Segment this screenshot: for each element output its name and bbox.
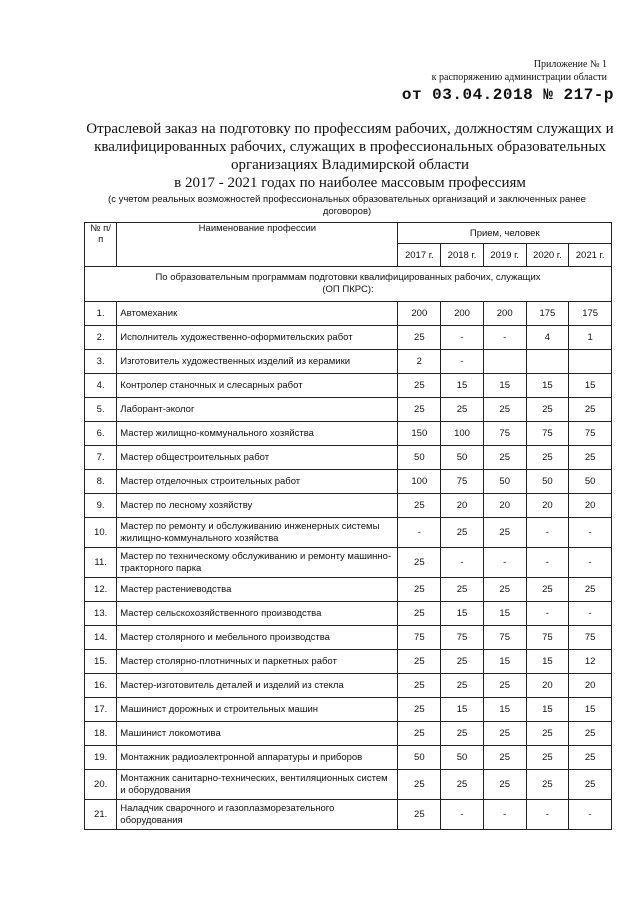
admission-value: 150	[398, 422, 441, 446]
table-row	[85, 422, 612, 446]
admission-value: 20	[526, 494, 569, 518]
admission-value: 25	[526, 770, 569, 800]
row-number: 7.	[85, 446, 117, 470]
admission-value: 25	[441, 722, 484, 746]
admission-value: -	[483, 326, 526, 350]
admission-value	[526, 350, 569, 374]
admission-value: 25	[441, 650, 484, 674]
column-header-year: 2021 г.	[569, 244, 612, 267]
admission-value: 25	[526, 746, 569, 770]
profession-name: Мастер отделочных строительных работ	[117, 470, 398, 494]
column-header-year: 2017 г.	[398, 244, 441, 267]
table-row	[85, 494, 612, 518]
admission-value	[569, 350, 612, 374]
column-header-profession: Наименование профессии	[117, 223, 398, 267]
admission-value: 25	[398, 722, 441, 746]
profession-name: Наладчик сварочного и газоплазморезательного оборудования	[117, 800, 398, 830]
admission-value: 25	[398, 698, 441, 722]
profession-name: Контролер станочных и слесарных работ	[117, 374, 398, 398]
admission-value: 25	[441, 578, 484, 602]
admission-value: 25	[398, 674, 441, 698]
title-line: квалифицированных рабочих, служащих в профессиональных образовательных	[94, 139, 606, 155]
table-row	[85, 518, 612, 548]
admission-value: -	[526, 602, 569, 626]
row-number: 21.	[85, 800, 117, 830]
admission-value: 50	[483, 470, 526, 494]
admission-value: 25	[483, 446, 526, 470]
table-row	[85, 446, 612, 470]
admission-value: 25	[526, 578, 569, 602]
profession-name: Мастер по техническому обслуживанию и ремонту машинно-тракторного парка	[117, 548, 398, 578]
admission-value: 25	[441, 674, 484, 698]
admission-value: 100	[398, 470, 441, 494]
admission-value: -	[569, 602, 612, 626]
table-row	[85, 398, 612, 422]
row-number: 3.	[85, 350, 117, 374]
admission-value: 25	[398, 770, 441, 800]
admission-value: 25	[398, 548, 441, 578]
admission-value: 200	[398, 302, 441, 326]
admission-value: 25	[526, 722, 569, 746]
row-number: 8.	[85, 470, 117, 494]
admission-value: 20	[526, 674, 569, 698]
table-row	[85, 800, 612, 830]
admission-value: 15	[526, 650, 569, 674]
profession-name: Мастер-изготовитель деталей и изделий из стекла	[117, 674, 398, 698]
profession-name: Исполнитель художественно-оформительских работ	[117, 326, 398, 350]
profession-name: Мастер по лесному хозяйству	[117, 494, 398, 518]
title-line: организациях Владимирской области	[230, 157, 470, 173]
admission-value: 75	[526, 422, 569, 446]
title-line: в 2017 - 2021 годах по наиболее массовым профессиям	[174, 175, 526, 191]
admission-value: 175	[526, 302, 569, 326]
section-header	[85, 267, 612, 302]
admission-value: 50	[441, 746, 484, 770]
admission-value: 75	[483, 422, 526, 446]
admission-value: 15	[569, 698, 612, 722]
title-line: Отраслевой заказ на подготовку по профессиям рабочих, должностям служащих и	[86, 121, 614, 137]
table-row	[85, 470, 612, 494]
admission-value: 25	[398, 800, 441, 830]
document-title	[70, 120, 630, 192]
admission-value: 50	[569, 470, 612, 494]
section-title-abbrev: (ОП ПКРС):	[322, 284, 374, 295]
admission-value: 25	[526, 398, 569, 422]
admission-value: 50	[398, 446, 441, 470]
admission-value: 15	[569, 374, 612, 398]
row-number: 18.	[85, 722, 117, 746]
admission-value: 25	[569, 446, 612, 470]
admission-value: 200	[483, 302, 526, 326]
admission-value: 25	[398, 374, 441, 398]
admission-value: 15	[526, 374, 569, 398]
admission-value: -	[526, 800, 569, 830]
row-number: 14.	[85, 626, 117, 650]
admission-value: 100	[441, 422, 484, 446]
admission-value: -	[526, 548, 569, 578]
admission-value: 25	[483, 578, 526, 602]
appendix-label: Приложение № 1	[533, 59, 607, 70]
admission-value: 25	[569, 578, 612, 602]
table-row	[85, 698, 612, 722]
admission-value: 25	[398, 326, 441, 350]
admission-value: -	[441, 548, 484, 578]
admission-value: 15	[483, 602, 526, 626]
admission-value: -	[398, 518, 441, 548]
appendix-reference: к распоряжению администрации области	[431, 72, 607, 83]
admission-value: 25	[483, 674, 526, 698]
profession-name: Лаборант-эколог	[117, 398, 398, 422]
admission-value: 15	[441, 602, 484, 626]
admission-value: -	[441, 326, 484, 350]
admission-value: 175	[569, 302, 612, 326]
row-number: 19.	[85, 746, 117, 770]
admission-value: 2	[398, 350, 441, 374]
admission-value: -	[526, 518, 569, 548]
document-subtitle: (с учетом реальных возможностей профессиональных образовательных организаций и заключенных ранее договоров)	[108, 194, 586, 217]
admission-value: 15	[483, 650, 526, 674]
row-number: 12.	[85, 578, 117, 602]
admission-value: -	[441, 350, 484, 374]
profession-name: Мастер общестроительных работ	[117, 446, 398, 470]
admission-value: -	[569, 548, 612, 578]
admission-value: -	[569, 800, 612, 830]
admission-value: -	[569, 518, 612, 548]
admission-value: 15	[441, 698, 484, 722]
admission-value: 25	[441, 518, 484, 548]
admission-value: 75	[569, 626, 612, 650]
row-number: 1.	[85, 302, 117, 326]
profession-name: Мастер сельскохозяйственного производства	[117, 602, 398, 626]
row-number: 16.	[85, 674, 117, 698]
profession-name: Машинист дорожных и строительных машин	[117, 698, 398, 722]
admission-value: 25	[398, 650, 441, 674]
admission-value: 25	[526, 446, 569, 470]
admission-value: 50	[441, 446, 484, 470]
admission-value: 20	[483, 494, 526, 518]
table-row	[85, 326, 612, 350]
orders-table	[84, 222, 612, 830]
row-number: 9.	[85, 494, 117, 518]
admission-value: 20	[569, 674, 612, 698]
admission-value: 25	[398, 494, 441, 518]
admission-value: 25	[398, 602, 441, 626]
table-row	[85, 302, 612, 326]
admission-value: 15	[526, 698, 569, 722]
admission-value: 25	[483, 770, 526, 800]
admission-value: 25	[569, 722, 612, 746]
table-row	[85, 650, 612, 674]
row-number: 5.	[85, 398, 117, 422]
row-number: 2.	[85, 326, 117, 350]
admission-value: 75	[526, 626, 569, 650]
admission-value: 25	[483, 398, 526, 422]
section-title: По образовательным программам подготовки квалифицированных рабочих, служащих	[155, 272, 541, 283]
row-number: 6.	[85, 422, 117, 446]
profession-name: Изготовитель художественных изделий из керамики	[117, 350, 398, 374]
row-number: 17.	[85, 698, 117, 722]
row-number: 20.	[85, 770, 117, 800]
profession-name: Мастер столярно-плотничных и паркетных работ	[117, 650, 398, 674]
table-row	[85, 722, 612, 746]
table-row	[85, 350, 612, 374]
profession-name: Монтажник санитарно-технических, вентиляционных систем и оборудования	[117, 770, 398, 800]
admission-value: -	[483, 548, 526, 578]
admission-value: 4	[526, 326, 569, 350]
admission-value: 25	[441, 770, 484, 800]
row-number: 13.	[85, 602, 117, 626]
admission-value: 75	[441, 626, 484, 650]
table-row	[85, 602, 612, 626]
table-row	[85, 746, 612, 770]
table-row	[85, 674, 612, 698]
table-row	[85, 626, 612, 650]
admission-value: 25	[483, 722, 526, 746]
admission-value: 75	[483, 626, 526, 650]
admission-value: 20	[569, 494, 612, 518]
row-number: 15.	[85, 650, 117, 674]
admission-value: -	[483, 800, 526, 830]
admission-value: 75	[398, 626, 441, 650]
profession-name: Машинист локомотива	[117, 722, 398, 746]
admission-value: 25	[569, 746, 612, 770]
admission-value: 15	[483, 698, 526, 722]
row-number: 11.	[85, 548, 117, 578]
row-number: 10.	[85, 518, 117, 548]
admission-value: 50	[398, 746, 441, 770]
admission-value: 1	[569, 326, 612, 350]
table-row	[85, 374, 612, 398]
admission-value: 200	[441, 302, 484, 326]
appendix-block	[432, 58, 607, 84]
admission-value: 25	[483, 746, 526, 770]
admission-value: 25	[569, 398, 612, 422]
profession-name: Мастер по ремонту и обслуживанию инженерных системы жилищно-коммунального хозяйства	[117, 518, 398, 548]
column-header-year: 2018 г.	[441, 244, 484, 267]
profession-name: Монтажник радиоэлектронной аппаратуры и приборов	[117, 746, 398, 770]
admission-value: 25	[441, 398, 484, 422]
table-row	[85, 548, 612, 578]
column-header-year: 2020 г.	[526, 244, 569, 267]
admission-value: 75	[569, 422, 612, 446]
admission-value: 15	[441, 374, 484, 398]
admission-value: 12	[569, 650, 612, 674]
admission-value: 25	[398, 578, 441, 602]
admission-value: -	[441, 800, 484, 830]
profession-name: Мастер растениеводства	[117, 578, 398, 602]
column-header-number: № п/п	[85, 223, 117, 267]
admission-value: 25	[483, 518, 526, 548]
profession-name: Автомеханик	[117, 302, 398, 326]
admission-value: 75	[441, 470, 484, 494]
admission-value: 50	[526, 470, 569, 494]
column-header-year: 2019 г.	[483, 244, 526, 267]
admission-value: 25	[398, 398, 441, 422]
decree-stamp: от 03.04.2018 № 217-р	[401, 86, 614, 104]
admission-value: 15	[483, 374, 526, 398]
profession-name: Мастер жилищно-коммунального хозяйства	[117, 422, 398, 446]
table-row	[85, 578, 612, 602]
admission-value: 25	[569, 770, 612, 800]
admission-value	[483, 350, 526, 374]
row-number: 4.	[85, 374, 117, 398]
admission-value: 20	[441, 494, 484, 518]
column-header-admission: Прием, человек	[398, 223, 612, 244]
profession-name: Мастер столярного и мебельного производства	[117, 626, 398, 650]
table-row	[85, 770, 612, 800]
